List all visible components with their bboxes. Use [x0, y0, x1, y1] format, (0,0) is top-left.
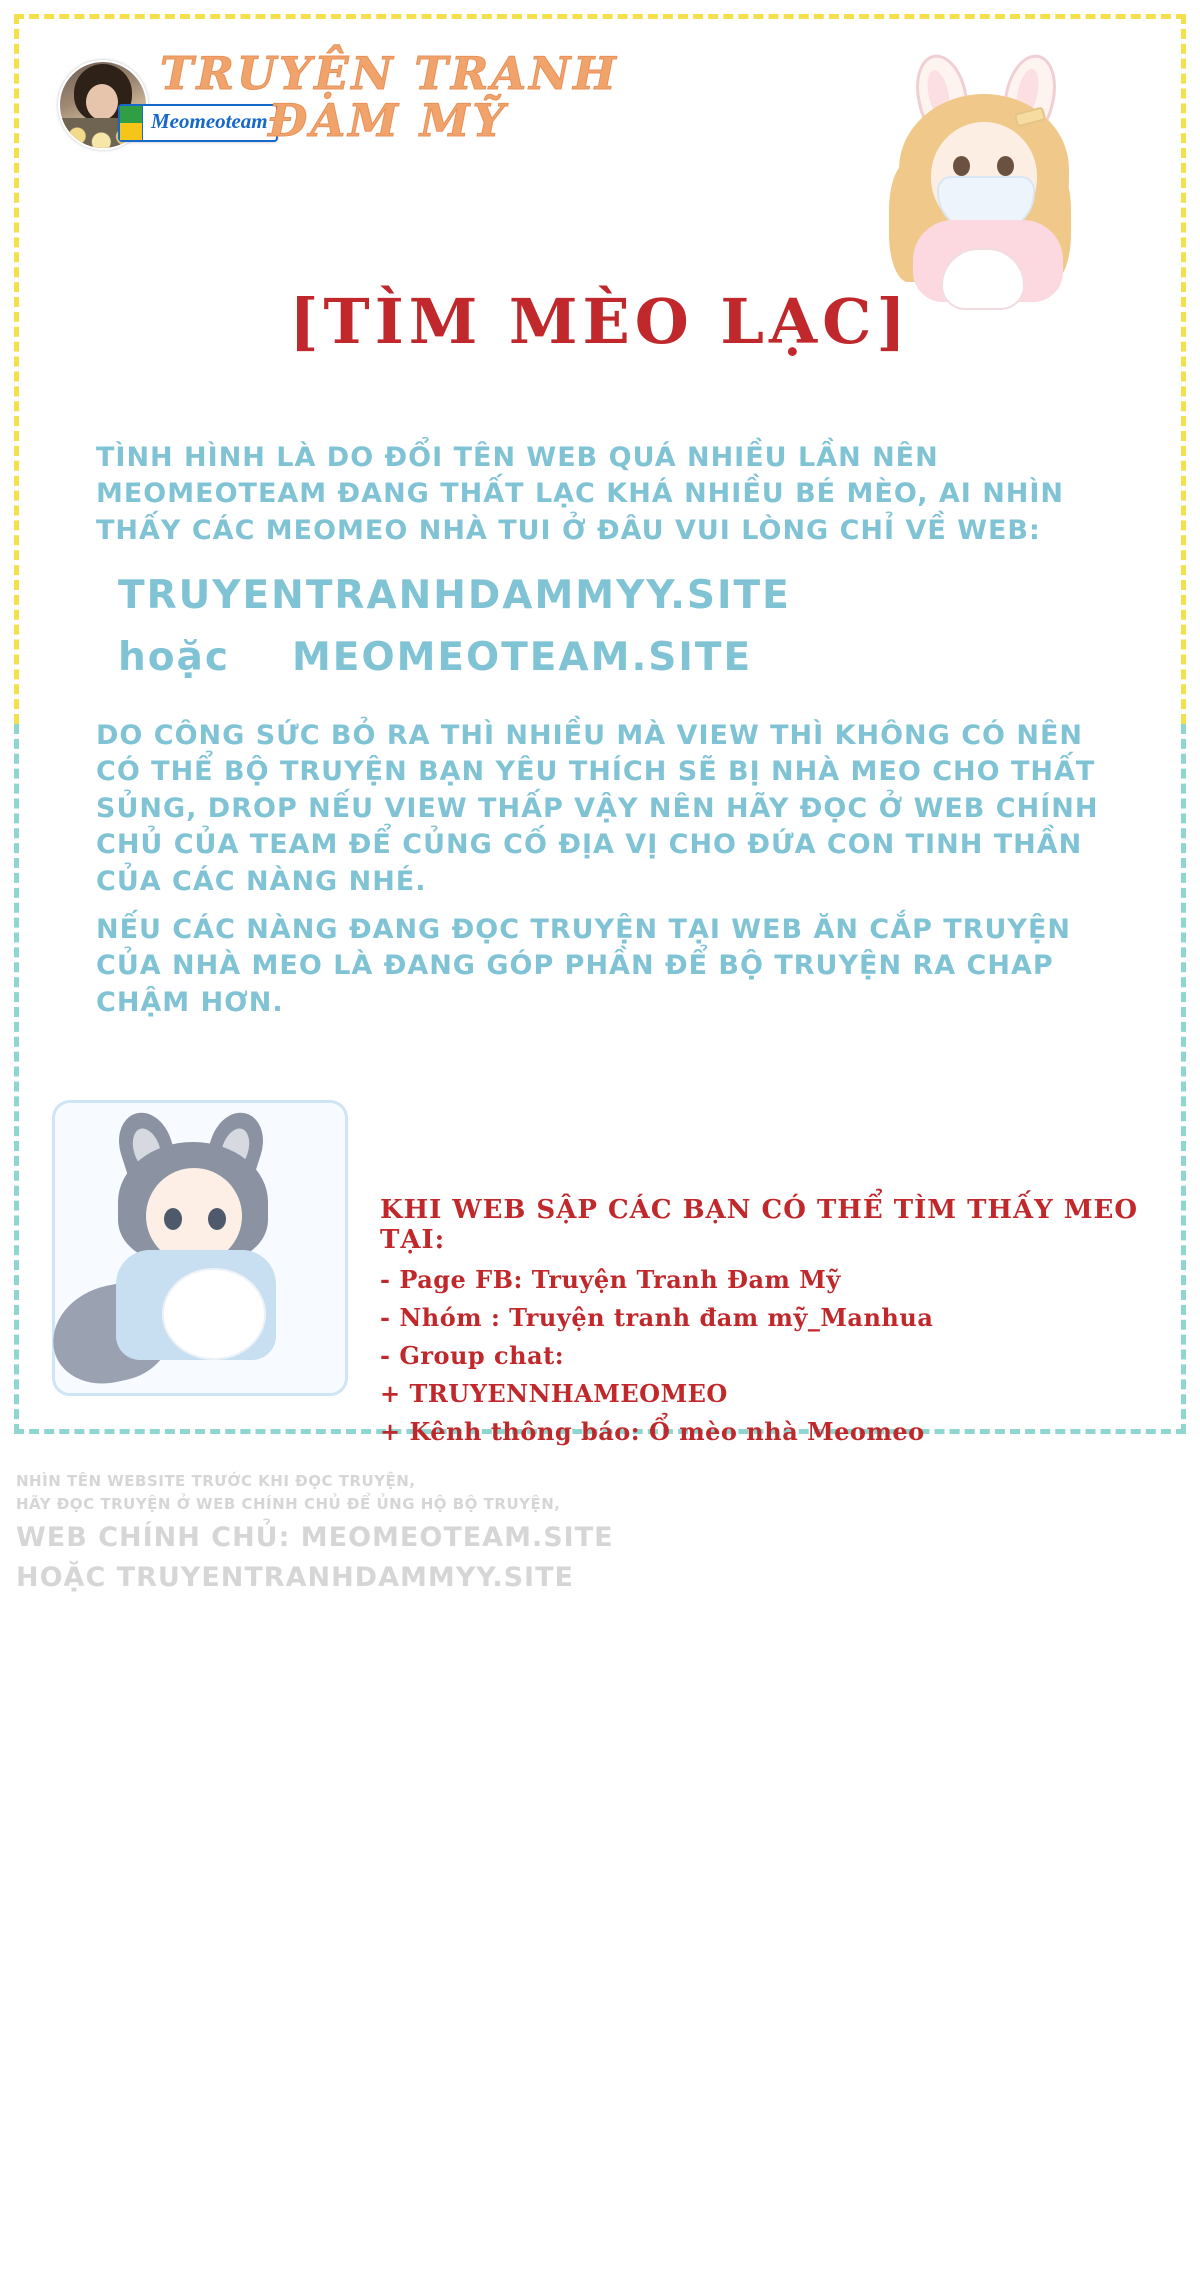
site-title-line2: ĐAM MỸ	[268, 94, 508, 148]
bunny-plush-bottom-icon	[162, 1268, 266, 1360]
or-label: hoặc	[118, 635, 230, 680]
frame-edge-left-bottom	[14, 724, 19, 1434]
announcement-title: [TÌM MÈO LẠC]	[289, 285, 911, 358]
avatar-face	[86, 84, 118, 120]
frame-edge-top	[14, 14, 1186, 19]
contact-line[interactable]: - Nhóm : Truyện tranh đam mỹ_Manhua	[380, 1303, 934, 1332]
header	[40, 32, 1160, 282]
intro-paragraph: TÌNH HÌNH LÀ DO ĐỔI TÊN WEB QUÁ NHIỀU LẦN NÊN MEOMEOTEAM ĐANG THẤT LẠC KHÁ NHIỀU BÉ MÈO, AI NHÌN THẤY CÁC MEOMEO NHÀ TUI Ở ĐÂU VUI LÒNG CHỈ VỀ WEB:	[96, 442, 1065, 546]
wolfboy-eye-right	[208, 1208, 226, 1230]
contact-block	[380, 1195, 1140, 1455]
character-girl-illustration	[865, 52, 1105, 312]
girl-eye-right	[997, 156, 1014, 176]
secondary-site-url[interactable]: MEOMEOTEAM.SITE	[292, 635, 753, 680]
footer-site-line2[interactable]: HOẶC TRUYENTRANHDAMMYY.SITE	[16, 1561, 574, 1593]
secondary-site-row	[118, 635, 1118, 680]
body-paragraph-2: NẾU CÁC NÀNG ĐANG ĐỌC TRUYỆN TẠI WEB ĂN CẮP TRUYỆN CỦA NHÀ MEO LÀ ĐANG GÓP PHẦN ĐỂ BỘ TRUYỆN RA CHAP CHẬM HƠN.	[96, 914, 1072, 1018]
brand-badge-label: Meomeoteam	[151, 109, 268, 133]
character-wolfboy-illustration	[42, 1090, 362, 1400]
page-title	[160, 47, 780, 148]
flag-icon	[120, 106, 143, 140]
contact-heading: KHI WEB SẬP CÁC BẠN CÓ THỂ TÌM THẤY MEO TẠI:	[380, 1195, 1139, 1255]
wolfboy-eye-left	[164, 1208, 182, 1230]
footer	[16, 1470, 1196, 1595]
body-paragraph-1: DO CÔNG SỨC BỎ RA THÌ NHIỀU MÀ VIEW THÌ KHÔNG CÓ NÊN CÓ THỂ BỘ TRUYỆN BẠN YÊU THÍCH SẼ BỊ NHÀ MEO CHO THẤT SỦNG, DROP NẾU VIEW THẤP VẬY NÊN HÃY ĐỌC Ở WEB CHÍNH CHỦ CỦA TEAM ĐỂ CỦNG CỐ ĐỊA VỊ CHO ĐỨA CON TINH THẦN CỦA CÁC NÀNG NHÉ.	[96, 720, 1099, 897]
contact-line: - Group chat:	[380, 1341, 565, 1370]
footer-note-line1: NHÌN TÊN WEBSITE TRƯỚC KHI ĐỌC TRUYỆN,	[16, 1472, 416, 1490]
primary-site-url[interactable]: TRUYENTRANHDAMMYY.SITE	[118, 573, 791, 618]
site-title-line1: TRUYỆN TRANH	[160, 47, 619, 100]
frame-edge-right-top	[1181, 14, 1186, 724]
footer-note-line2: HÃY ĐỌC TRUYỆN Ở WEB CHÍNH CHỦ ĐỂ ỦNG HỘ BỘ TRUYỆN,	[16, 1494, 561, 1513]
footer-site-line1[interactable]: WEB CHÍNH CHỦ: MEOMEOTEAM.SITE	[16, 1522, 614, 1553]
frame-edge-right-bottom	[1181, 724, 1186, 1434]
girl-eye-left	[953, 156, 970, 176]
contact-line[interactable]: - Page FB: Truyện Tranh Đam Mỹ	[380, 1265, 841, 1294]
contact-line[interactable]: + Kênh thông báo: Ổ mèo nhà Meomeo	[380, 1417, 925, 1446]
frame-edge-left-top	[14, 14, 19, 724]
contact-line[interactable]: + TRUYENNHAMEOMEO	[380, 1379, 728, 1408]
